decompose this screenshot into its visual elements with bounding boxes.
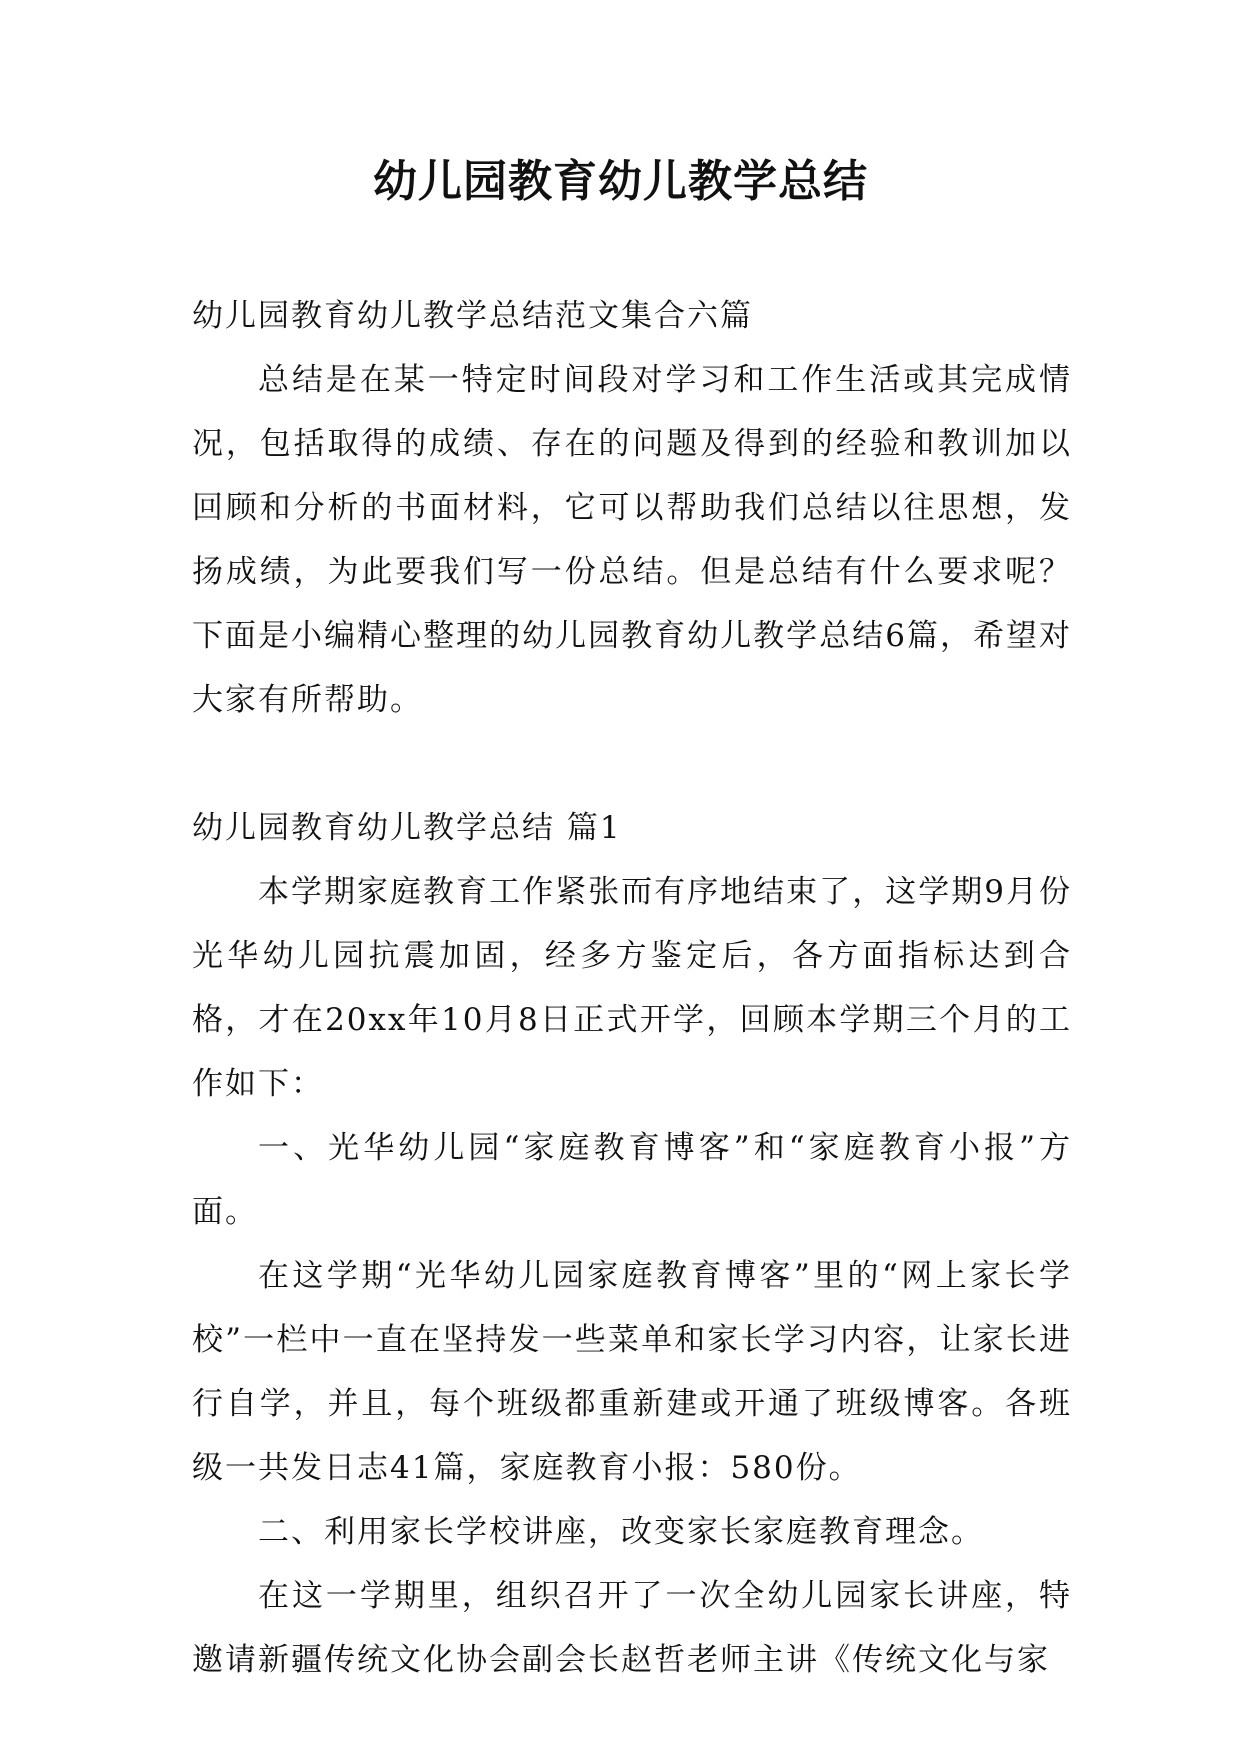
intro-paragraph: 总结是在某一特定时间段对学习和工作生活或其完成情况，包括取得的成绩、存在的问题及得到的经验和教训加以回顾和分析的书面材料，它可以帮助我们总结以往思想，发扬成绩，为此要我们写一份总结。但是总结有什么要求呢？下面是小编精心整理的幼儿园教育幼儿教学总结6篇，希望对大家有所帮助。 (192, 362, 1072, 718)
document-subtitle: 幼儿园教育幼儿教学总结范文集合六篇 (192, 298, 753, 334)
subsection-heading: 一、光华幼儿园“家庭教育博客”和“家庭教育小报”方面。 (192, 1130, 1072, 1230)
paragraph-spacer (192, 732, 1072, 796)
section-heading: 幼儿园教育幼儿教学总结 篇1 (192, 810, 622, 846)
section-paragraph: 在这一学期里，组织召开了一次全幼儿园家长讲座，特邀请新疆传统文化协会副会长赵哲老师主讲《传统文化与家 (192, 1578, 1072, 1678)
subsection-heading: 二、利用家长学校讲座，改变家长家庭教育理念。 (258, 1514, 984, 1550)
section-paragraph: 本学期家庭教育工作紧张而有序地结束了，这学期9月份光华幼儿园抗震加固，经多方鉴定后，各方面指标达到合格，才在20xx年10月8日正式开学，回顾本学期三个月的工作如下： (192, 874, 1072, 1102)
document-body (192, 284, 1072, 1692)
section-paragraph: 在这学期“光华幼儿园家庭教育博客”里的“网上家长学校”一栏中一直在坚持发一些菜单和家长学习内容，让家长进行自学，并且，每个班级都重新建或开通了班级博客。各班级一共发日志41篇，家庭教育小报：580份。 (192, 1258, 1072, 1486)
document-title: 幼儿园教育幼儿教学总结 (373, 156, 868, 207)
